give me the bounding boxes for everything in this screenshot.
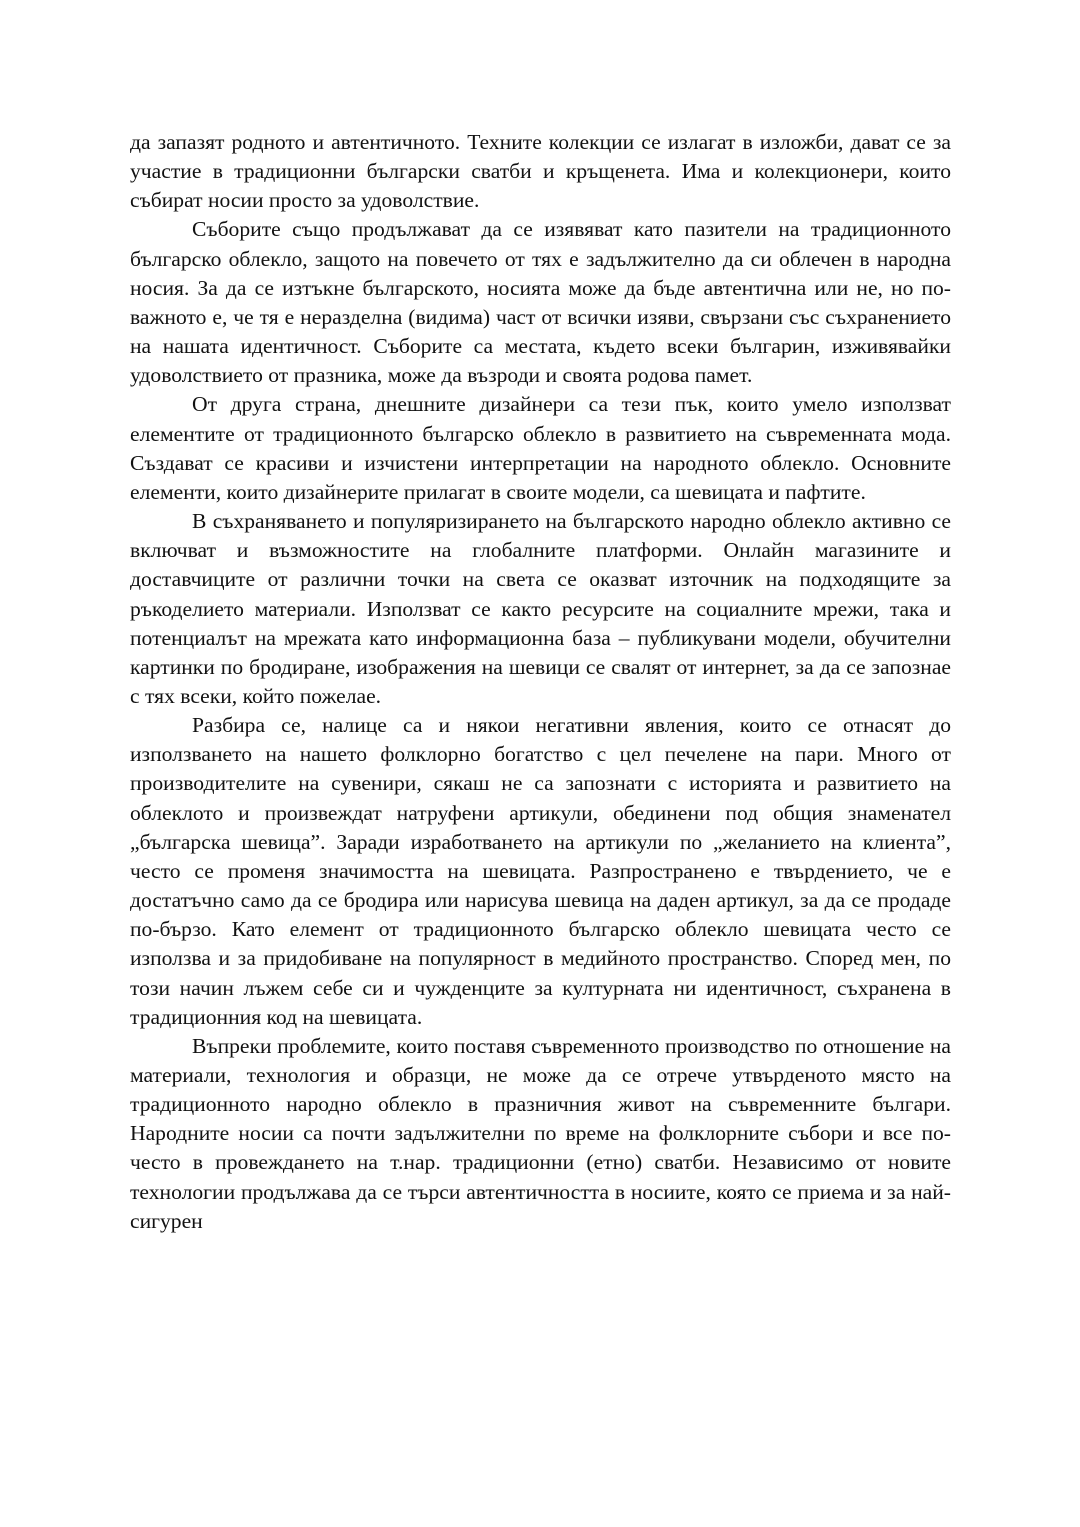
paragraph-global-platforms: В съхраняването и популяризирането на българското народно облекло активно се включват и възможностите на глобалните платформи. Онлайн магазините и доставчиците от различни точки на света се оказват източник на подходящите за ръкоделието материали. Използват се както ресурсите на социалните мрежи, така и потенциалът на мрежата като информационна база – публикувани модели, обучителни картинки по бродиране, изображения на шевици се свалят от интернет, за да се запознае с тях всеки, който пожелае.: [130, 509, 951, 708]
paragraph-continued: да запазят родното и автентичното. Техните колекции се излагат в изложби, дават се за участие в традиционни български сватби и кръщенета. Има и колекционери, които събират носии просто за удоволствие.: [130, 130, 951, 213]
paragraph-gatherings: Съборите също продължават да се изявяват като пазители на традиционното българско облекло, защото на повечето от тях е задължително да си облечен в народна носия. За да се изтъкне българското, носията може да бъде автентична или не, но по-важното е, че тя е неразделна (видима) част от всички изяви, свързани със съхранението на нашата идентичност. Съборите са местата, където всеки българин, изживявайки удоволствието от празника, може да възроди и своята родова памет.: [130, 217, 951, 388]
paragraph-negative-phenomena: Разбира се, налице са и някои негативни явления, които се отнасят до използването на нашето фолклорно богатство с цел печелене на пари. Много от производителите на сувенири, сякаш не са запознати с историята и развитието на облеклото и произвеждат натруфени артикули, обединени под общия знаменател „българска шевица”. Заради изработването на артикули по „желанието на клиента”, често се променя значимостта на шевицата. Разпространено е твърдението, че е достатъчно само да се бродира или нарисува шевица на даден артикул, за да се продаде по-бързо. Като елемент от традиционното българско облекло шевицата често се използва и за придобиване на популярност в медийното пространство. Според мен, по този начин лъжем себе си и чужденците за културната ни идентичност, съхранена в традиционния код на шевицата.: [130, 713, 951, 1029]
paragraph-despite-problems: Въпреки проблемите, които поставя съвременното производство по отношение на материали, технология и образци, не може да се отрече утвърденото място на традиционното народно облекло в празничния живот на съвременните българи. Народните носии са почти задължителни по време на фолклорните събори и все по-често в провеждането на т.нар. традиционни (етно) сватби. Независимо от новите технологии продължава да се търси автентичността в носиите, която се приема и за най-сигурен: [130, 1033, 951, 1233]
document-page: [130, 128, 951, 1236]
paragraph-designers: От друга страна, днешните дизайнери са тези пък, които умело използват елементите от традиционното българско облекло в развитието на съвременната мода. Създават се красиви и изчистени интерпретации на народното облекло. Основните елементи, които дизайнерите прилагат в своите модели, са шевицата и пафтите.: [130, 392, 951, 504]
